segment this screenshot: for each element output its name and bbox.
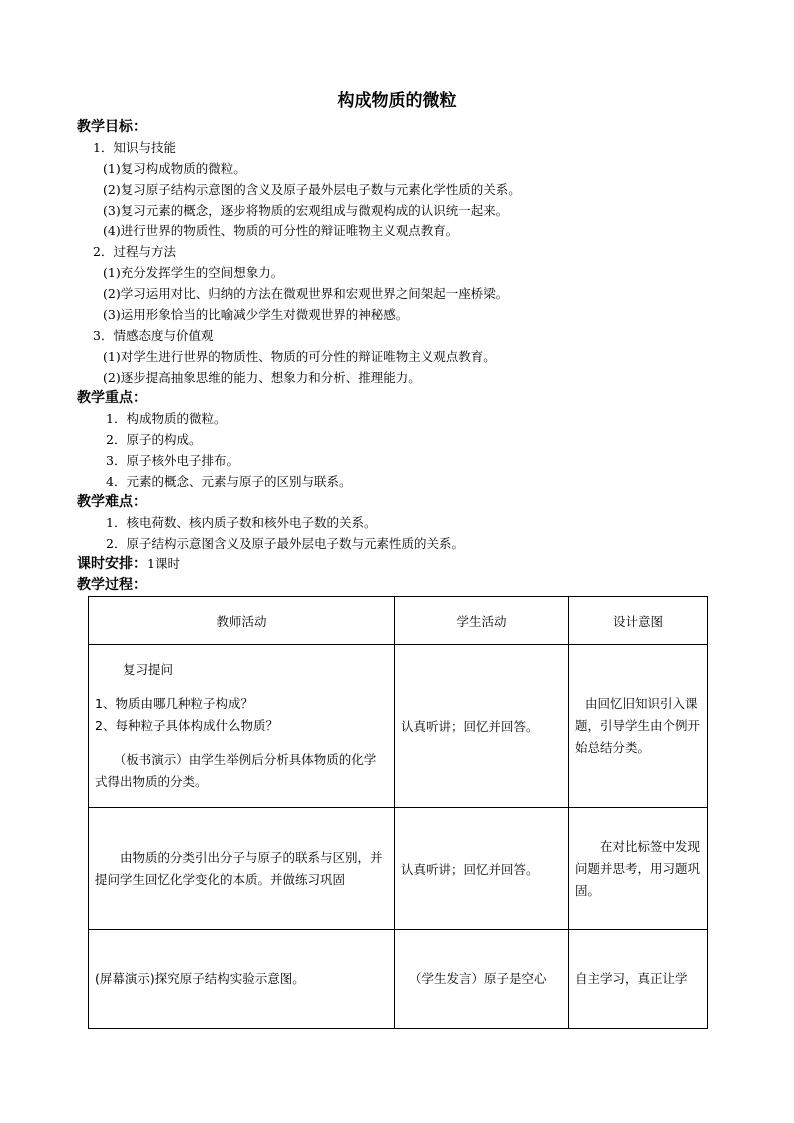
design-intent-cell bbox=[569, 808, 708, 930]
teacher-activity-text: (屏幕演示)探究原子结构实验示意图。 bbox=[95, 971, 305, 986]
process-heading: 教学过程： bbox=[77, 577, 147, 593]
objectives-section-label: 3．情感态度与价值观 bbox=[93, 328, 214, 343]
design-intent-text: 在对比标签中发现问题并思考，用习题巩固。 bbox=[575, 838, 701, 898]
document-title: 构成物质的微粒 bbox=[337, 91, 457, 111]
student-activity-text: （学生发言）原子是空心 bbox=[409, 971, 547, 986]
column-header-teacher: 教师活动 bbox=[89, 597, 395, 645]
question-1: 1、物质由哪几种粒子构成？ bbox=[95, 696, 253, 711]
objective-item: (2)复习原子结构示意图的含义及原子最外层电子数与元素化学性质的关系。 bbox=[103, 182, 521, 197]
table-header-row bbox=[89, 597, 708, 645]
key-point-item: 4．元素的概念、元素与原子的区别与联系。 bbox=[106, 474, 352, 489]
objective-item: (3)运用形象恰当的比喻减少学生对微观世界的神秘感。 bbox=[103, 307, 409, 322]
difficulty-item: 2．原子结构示意图含义及原子最外层电子数与元素性质的关系。 bbox=[106, 536, 464, 551]
objective-item: (2)学习运用对比、归纳的方法在微观世界和宏观世界之间架起一座桥梁。 bbox=[103, 286, 509, 301]
key-point-item: 1．构成物质的微粒。 bbox=[106, 411, 227, 426]
column-header-design: 设计意图 bbox=[569, 597, 708, 645]
objective-item: (3)复习元素的概念，逐步将物质的宏观组成与微观构成的认识统一起来。 bbox=[103, 203, 509, 218]
teacher-activity-cell bbox=[89, 645, 395, 808]
objective-item: (1)充分发挥学生的空间想象力。 bbox=[103, 265, 284, 280]
schedule-heading: 课时安排： bbox=[77, 556, 147, 572]
objective-item: (4)进行世界的物质性、物质的可分性的辩证唯物主义观点教育。 bbox=[103, 223, 459, 238]
objective-item: (1)对学生进行世界的物质性、物质的可分性的辩证唯物主义观点教育。 bbox=[103, 349, 496, 364]
objectives-section-label: 1．知识与技能 bbox=[93, 140, 176, 155]
design-intent-cell bbox=[569, 930, 708, 1029]
key-points-heading: 教学重点： bbox=[77, 390, 147, 406]
student-activity-cell bbox=[395, 930, 569, 1029]
board-note: （板书演示）由学生举例后分析具体物质的化学式得出物质的分类。 bbox=[95, 752, 377, 789]
objectives-heading: 教学目标： bbox=[77, 119, 147, 135]
student-activity-cell: 认真听讲；回忆并回答。 bbox=[395, 645, 569, 808]
process-table bbox=[88, 596, 708, 1029]
objective-item: (1)复习构成物质的微粒。 bbox=[103, 161, 246, 176]
objective-item: (2)逐步提高抽象思维的能力、想象力和分析、推理能力。 bbox=[103, 370, 421, 385]
design-intent-text: 自主学习，真正让学 bbox=[575, 971, 688, 986]
schedule-value: 1课时 bbox=[147, 556, 180, 571]
schedule-line bbox=[77, 555, 180, 573]
column-header-student: 学生活动 bbox=[395, 597, 569, 645]
difficulties-heading: 教学难点： bbox=[77, 494, 147, 510]
teacher-activity-cell bbox=[89, 808, 395, 930]
objectives-section-label: 2．过程与方法 bbox=[93, 244, 176, 259]
table-row bbox=[89, 930, 708, 1029]
student-activity-cell: 认真听讲；回忆并回答。 bbox=[395, 808, 569, 930]
difficulty-item: 1．核电荷数、核内质子数和核外电子数的关系。 bbox=[106, 515, 377, 530]
table-row bbox=[89, 808, 708, 930]
question-2: 2、每种粒子具体构成什么物质？ bbox=[95, 718, 278, 733]
key-point-item: 3．原子核外电子排布。 bbox=[106, 453, 239, 468]
key-point-item: 2．原子的构成。 bbox=[106, 432, 202, 447]
review-intro: 复习提问 bbox=[123, 662, 174, 677]
teacher-activity-cell bbox=[89, 930, 395, 1029]
table-row bbox=[89, 645, 708, 808]
teacher-activity-text: 由物质的分类引出分子与原子的联系与区别，并提问学生回忆化学变化的本质。并做练习巩固 bbox=[95, 849, 383, 887]
design-intent-cell: 由回忆旧知识引入课题，引导学生由个例开始总结分类。 bbox=[569, 645, 708, 808]
